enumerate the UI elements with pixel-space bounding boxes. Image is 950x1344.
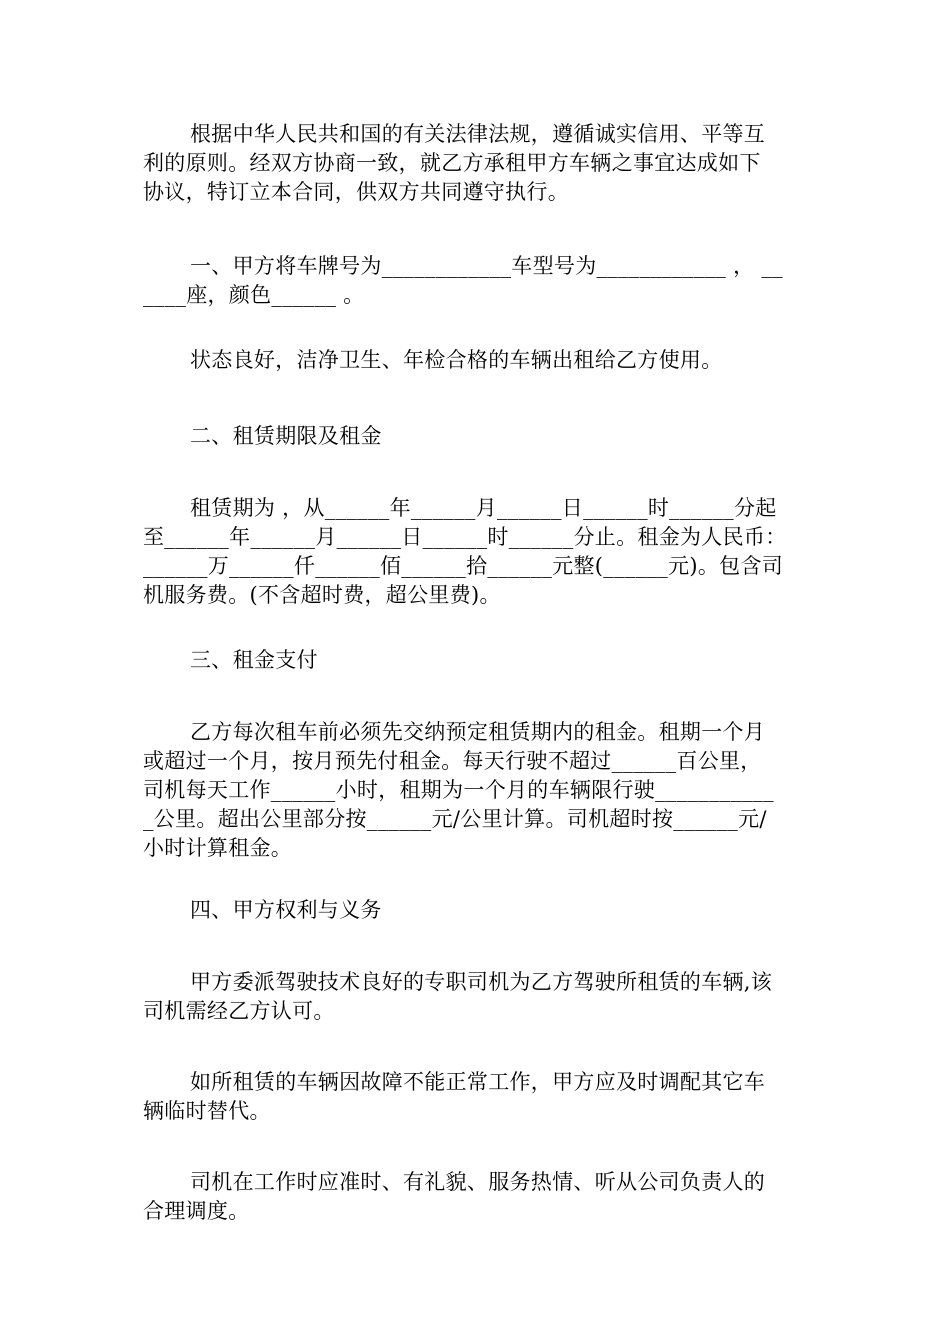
heading-text: 三、租金支付 (190, 648, 318, 672)
clause-2-paragraph (143, 494, 808, 610)
text-line: 小时计算租金。 (143, 836, 293, 860)
text-line: 合理调度。 (143, 1199, 250, 1223)
text-line: 辆临时替代。 (143, 1099, 271, 1123)
section-heading-2 (143, 422, 808, 451)
text-line: ____座，颜色______ 。 (143, 283, 365, 307)
text-line: 一、甲方将车牌号为____________车型号为____________ ， __ (190, 254, 783, 278)
text-line: 状态良好，洁净卫生、年检合格的车辆出租给乙方使用。 (190, 348, 723, 372)
text-line: 司机每天工作______小时，租期为一个月的车辆限行驶___________ (143, 778, 774, 802)
text-line: 机服务费。(不含超时费，超公里费)。 (143, 583, 501, 607)
clause-4-b-paragraph (143, 1068, 808, 1126)
text-line: 或超过一个月，按月预先付租金。每天行驶不超过______百公里， (143, 749, 762, 773)
text-line: 根据中华人民共和国的有关法律法规，遵循诚实信用、平等互 (190, 122, 766, 146)
section-heading-3 (143, 646, 808, 675)
section-heading-4 (143, 896, 808, 925)
clause-3-paragraph (143, 718, 808, 863)
text-line: 租赁期为 ，从______年______月______日______时______分起 (190, 496, 777, 520)
text-line: _公里。超出公里部分按______元/公里计算。司机超时按______元/ (143, 807, 767, 831)
clause-1-condition-paragraph (143, 346, 808, 375)
text-line: 司机在工作时应准时、有礼貌、服务热情、听从公司负责人的 (190, 1170, 766, 1194)
text-line: 如所租赁的车辆因故障不能正常工作，甲方应及时调配其它车 (190, 1070, 766, 1094)
heading-text: 四、甲方权利与义务 (190, 898, 382, 922)
text-line: ______万______仟______佰______拾______元整(______元)。包含司 (143, 554, 784, 578)
text-line: 协议，特订立本合同，供双方共同遵守执行。 (143, 180, 569, 204)
preamble-paragraph (143, 120, 808, 207)
clause-4-a-paragraph (143, 968, 808, 1026)
text-line: 司机需经乙方认可。 (143, 999, 335, 1023)
heading-text: 二、租赁期限及租金 (190, 424, 382, 448)
text-line: 乙方每次租车前必须先交纳预定租赁期内的租金。租期一个月 (190, 720, 766, 744)
text-line: 甲方委派驾驶技术良好的专职司机为乙方驾驶所租赁的车辆,该 (190, 970, 773, 994)
text-line: 至______年______月______日______时______分止。租金为人民币： (143, 525, 787, 549)
text-line: 利的原则。经双方协商一致，就乙方承租甲方车辆之事宜达成如下 (143, 151, 761, 175)
clause-4-c-paragraph (143, 1168, 808, 1226)
clause-1-paragraph (143, 252, 808, 310)
